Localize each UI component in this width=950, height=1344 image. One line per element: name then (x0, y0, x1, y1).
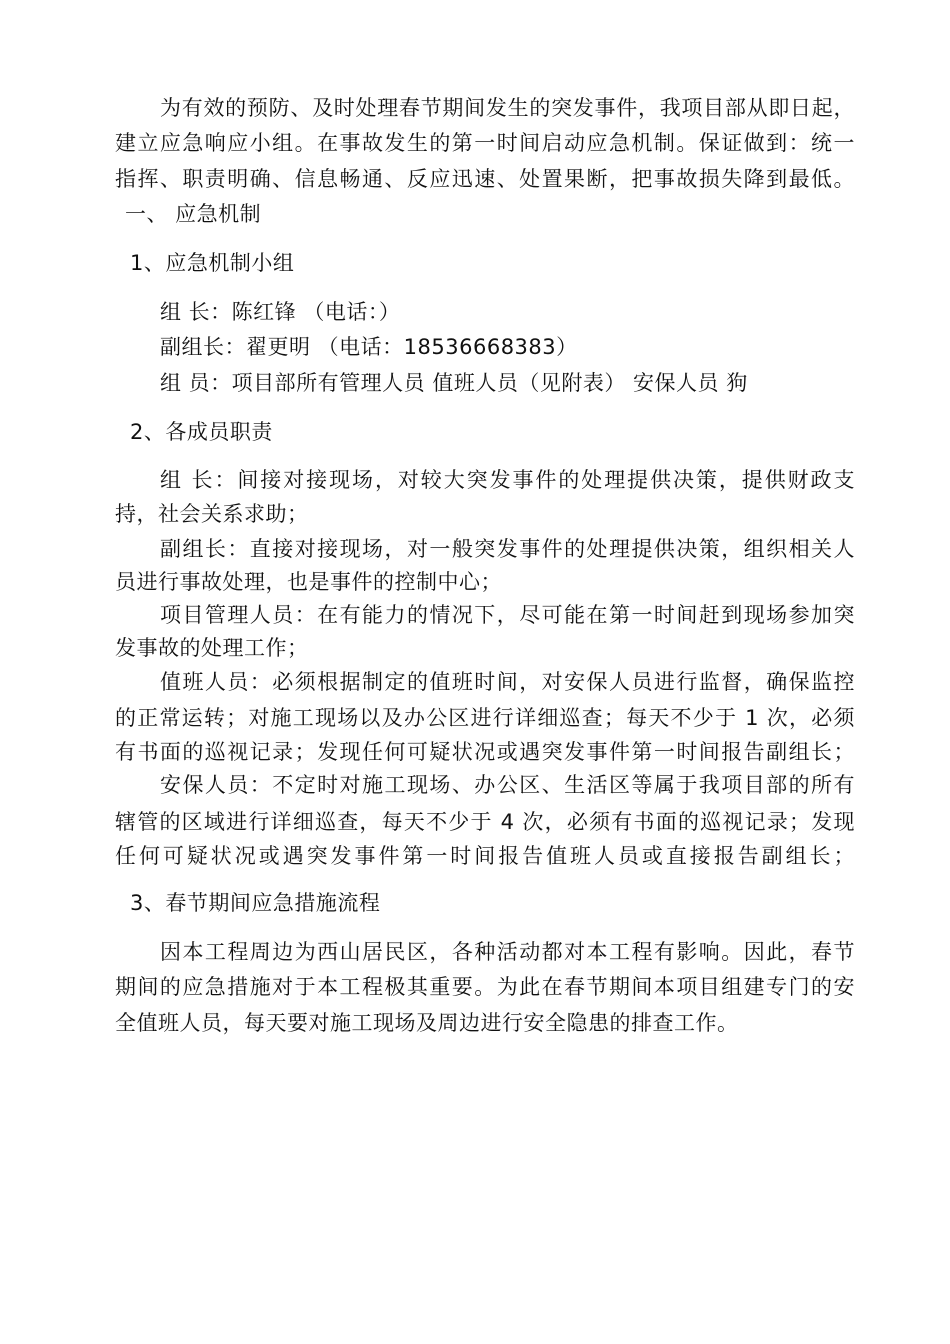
duty-on-duty-line-2: 的正常运转；对施工现场以及办公区进行详细巡查；每天不少于 1 次，必须 (115, 706, 855, 730)
team-leader-line: 组 长：陈红锋 （电话：） (160, 300, 401, 324)
procedure-line-3: 全值班人员，每天要对施工现场及周边进行安全隐患的排查工作。 (115, 1011, 739, 1035)
section-heading-emergency-mechanism: 一、 应急机制 (125, 202, 262, 226)
team-deputy-line: 副组长：翟更明 （电话：18536668383） (160, 335, 578, 359)
duty-deputy-line-2: 员进行事故处理，也是事件的控制中心； (115, 570, 502, 594)
duty-deputy-line-1: 副组长：直接对接现场，对一般突发事件的处理提供决策，组织相关人 (160, 537, 855, 561)
subsection-heading-team: 1、应急机制小组 (130, 251, 295, 275)
intro-line-2: 建立应急响应小组。在事故发生的第一时间启动应急机制。保证做到：统一 (115, 131, 855, 155)
duty-on-duty-line-3: 有书面的巡视记录；发现任何可疑状况或遇突发事件第一时间报告副组长； (115, 740, 855, 764)
duty-on-duty-line-1: 值班人员：必须根据制定的值班时间，对安保人员进行监督，确保监控 (160, 670, 855, 694)
subsection-heading-procedure: 3、春节期间应急措施流程 (130, 891, 381, 915)
duty-security-line-2: 辖管的区域进行详细巡查，每天不少于 4 次，必须有书面的巡视记录；发现 (115, 810, 855, 834)
procedure-line-2: 期间的应急措施对于本工程极其重要。为此在春节期间本项目组建专门的安 (115, 975, 855, 999)
duty-leader-line-2: 持，社会关系求助； (115, 502, 309, 526)
intro-line-3: 指挥、职责明确、信息畅通、反应迅速、处置果断，把事故损失降到最低。 (115, 167, 855, 191)
duty-leader-line-1: 组 长：间接对接现场，对较大突发事件的处理提供决策，提供财政支 (160, 468, 855, 492)
procedure-line-1: 因本工程周边为西山居民区，各种活动都对本工程有影响。因此，春节 (160, 940, 855, 964)
subsection-heading-duties: 2、各成员职责 (130, 420, 273, 444)
intro-line-1: 为有效的预防、及时处理春节期间发生的突发事件，我项目部从即日起， (160, 96, 855, 120)
duty-manager-line-2: 发事故的处理工作； (115, 636, 309, 660)
team-members-line: 组 员：项目部所有管理人员 值班人员（见附表） 安保人员 狗 (160, 371, 748, 395)
duty-security-line-3: 任何可疑状况或遇突发事件第一时间报告值班人员或直接报告副组长； (115, 844, 855, 868)
duty-manager-line-1: 项目管理人员：在有能力的情况下，尽可能在第一时间赶到现场参加突 (160, 603, 855, 627)
duty-security-line-1: 安保人员：不定时对施工现场、办公区、生活区等属于我项目部的所有 (160, 773, 855, 797)
